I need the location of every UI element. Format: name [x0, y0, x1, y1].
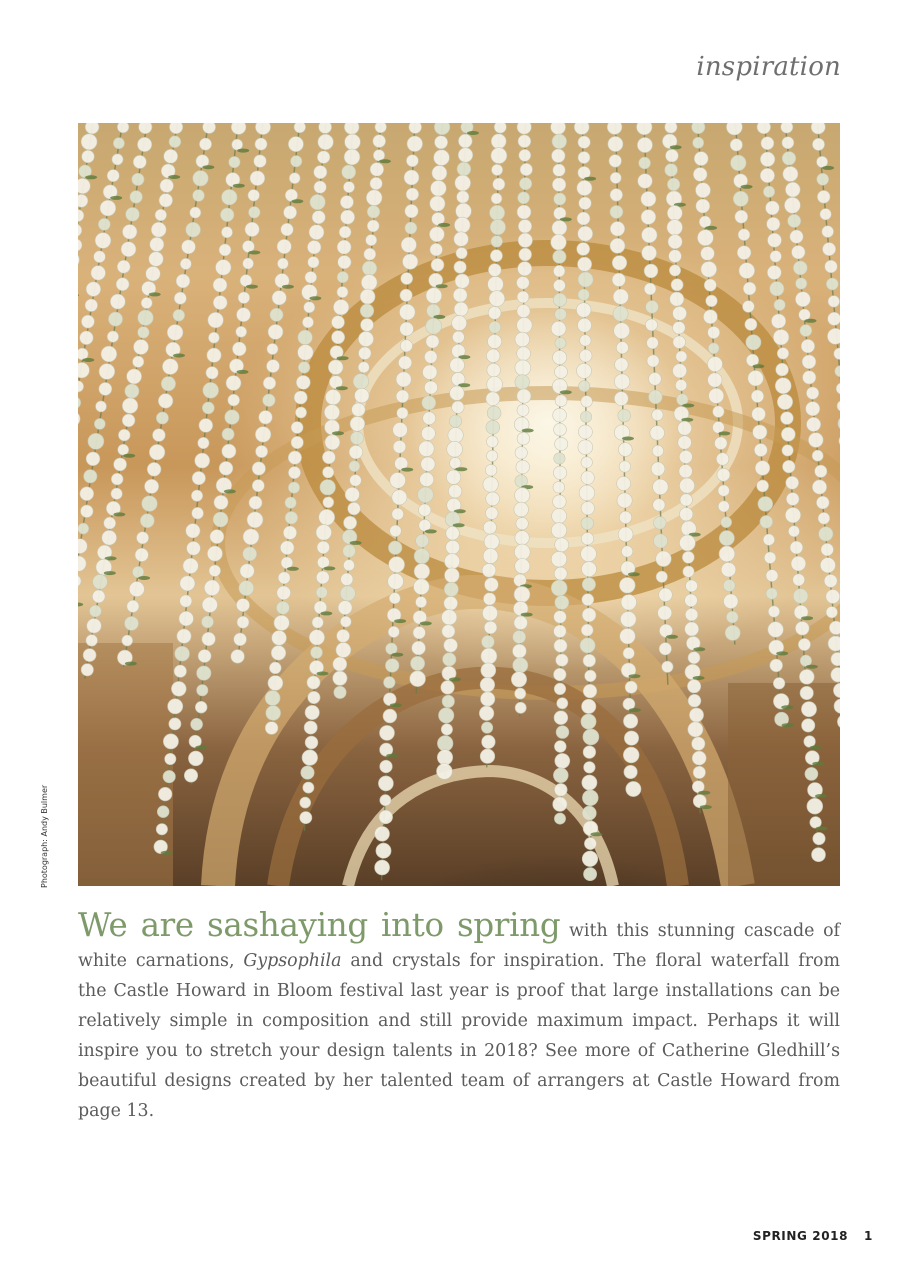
page-number: 1 — [864, 1229, 873, 1243]
issue-label: SPRING 2018 — [752, 1229, 849, 1243]
carnation-strands — [78, 123, 840, 881]
section-label: inspiration — [696, 52, 841, 82]
lead-heading: We are sashaying into spring — [78, 906, 561, 944]
body-text-1: with this stunning cascade of white carnations, — [78, 921, 840, 971]
body-text-2: and crystals for inspiration. The floral waterfall from the Castle Howard in Bloom festival last year is proof that large installations can be relatively simple in composition and still provide maximum impact. Perhaps it will inspire you to stretch your design talents in 2018? See more of Catherine Gledhill’s beautiful designs created by her talented team of arrangers at Castle Howard from page 13. — [78, 951, 840, 1121]
floral-installation-photo — [78, 123, 840, 886]
body-italic-term: Gypsophila — [243, 951, 342, 971]
article-body — [78, 906, 840, 1126]
page-footer — [753, 1229, 873, 1243]
photo-credit: Photograph: Andy Bulmer — [40, 784, 49, 888]
